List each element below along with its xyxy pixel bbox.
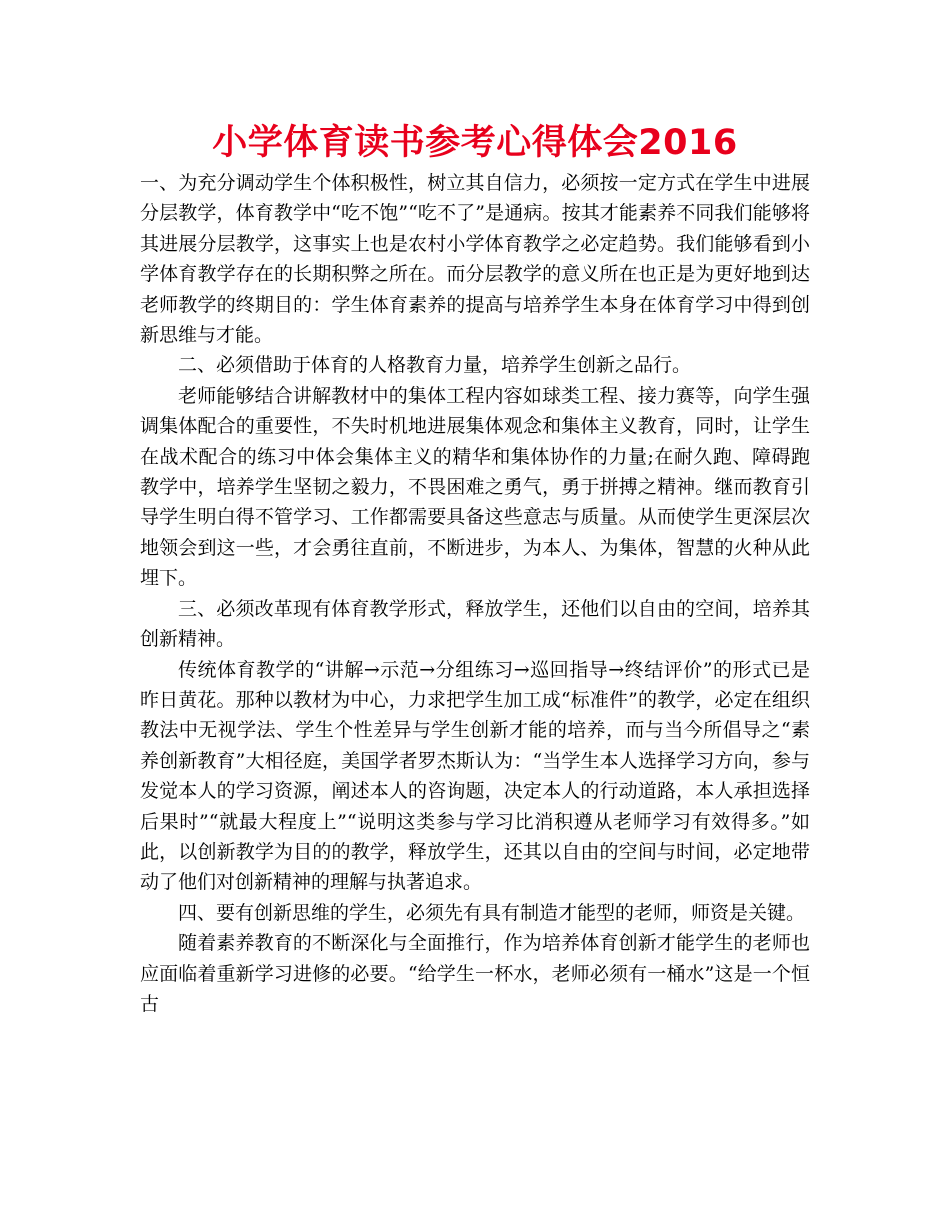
paragraph-6: 四、要有创新思维的学生，必须先有具有制造才能型的老师，师资是关键。 xyxy=(178,901,806,924)
paragraph-4: 三、必须改革现有体育教学形式，释放学生，还他们以自由的空间，培养其创新精神。 xyxy=(140,597,810,651)
paragraph-7: 随着素养教育的不断深化与全面推行，作为培养体育创新才能学生的老师也应面临着重新学习进修的必要。“给学生一杯水，老师必须有一桶水”这是一个恒古 xyxy=(140,932,810,1015)
document-page xyxy=(140,118,810,1019)
document-title: 小学体育读书参考心得体会2016 xyxy=(212,123,738,163)
paragraph-3: 老师能够结合讲解教材中的集体工程内容如球类工程、接力赛等，向学生强调集体配合的重要性，不失时机地进展集体观念和集体主义教育，同时，让学生在战术配合的练习中体会集体主义的精华和集体协作的力量;在耐久跑、障碍跑教学中，培养学生坚韧之毅力，不畏困难之勇气，勇于拼搏之精神。继而教育引导学生明白得不管学习、工作都需要具备这些意志与质量。从而使学生更深层次地领会到这一些，才会勇往直前，不断进步，为本人、为集体，智慧的火种从此埋下。 xyxy=(140,384,810,590)
paragraph-1: 一、为充分调动学生个体积极性，树立其自信力，必须按一定方式在学生中进展分层教学，体育教学中“吃不饱”“吃不了”是通病。按其才能素养不同我们能够将其进展分层教学，这事实上也是农村小学体育教学之必定趋势。我们能够看到小学体育教学存在的长期积弊之所在。而分层教学的意义所在也正是为更好地到达老师教学的终期目的：学生体育素养的提高与培养学生本身在体育学习中得到创新思维与才能。 xyxy=(140,172,810,347)
paragraph-5: 传统体育教学的“讲解→示范→分组练习→巡回指导→终结评价”的形式已是昨日黄花。那种以教材为中心，力求把学生加工成“标准件”的教学，必定在组织教法中无视学法、学生个性差异与学生创新才能的培养，而与当今所倡导之“素养创新教育”大相径庭，美国学者罗杰斯认为：“当学生本人选择学习方向，参与发觉本人的学习资源，阐述本人的咨询题，决定本人的行动道路，本人承担选择后果时”“就最大程度上”“说明这类参与学习比消积遵从老师学习有效得多。”如此，以创新教学为目的的教学，释放学生，还其以自由的空间与时间，必定地带动了他们对创新精神的理解与执著追求。 xyxy=(140,658,810,894)
paragraph-2: 二、必须借助于体育的人格教育力量，培养学生创新之品行。 xyxy=(178,354,692,377)
